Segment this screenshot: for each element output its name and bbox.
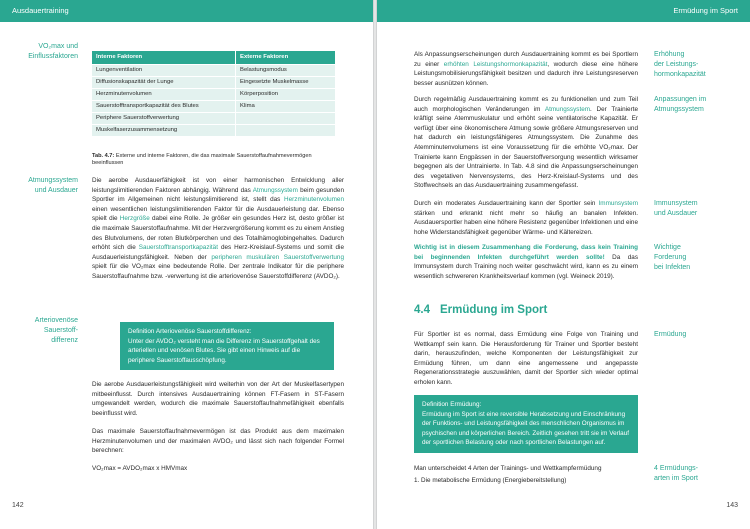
formula: VO₂max = AVDO₂max x HMVmax [92,465,188,472]
table-row [92,124,336,136]
table-row [92,76,336,88]
paragraph-muscle-fibers: Die aerobe Ausdauerleistungsfähigkeit wird weiterhin von der Art der Muskelfasertypen mitbeeinflusst. Durch intensives Ausdauertraining können FT-Fasern in ST-Fasern umgewandelt werden, wodurch die maximale Sauerstoffaufnahmefähigkeit ebenfalls beeinflusst wird. [92,381,344,417]
table-caption: Tab. 4.7: Externe und interne Faktoren, die das maximale Sauerstoffaufnahmevermögen beeinflussen [92,153,312,167]
table-row [92,112,336,124]
table-cell: Diffusionskapazität der Lunge [92,76,236,88]
highlight-term: erhöhten Leistungshormonkapazität [443,60,548,68]
page-left [0,0,373,529]
highlight-term: Sauerstofftransportkapazität [138,244,218,252]
definition-title: Definition Arteriovenöse Sauerstoffdifferenz: [128,328,252,335]
table-cell: Periphere Sauerstoffverwertung [92,112,236,124]
side-note-vo2max: VO₂max und Einflussfaktoren [28,43,78,60]
definition-body: Unter der AVDO₂ versteht man die Differenz im Sauerstoffgehalt des arteriellen und venösen Blutes. Sie gibt einen Hinweis auf die periphere Sauerstoffausschöpfung. [128,337,320,364]
table-row [92,100,336,112]
paragraph-infection: Wichtig ist in diesem Zusammenhang die Forderung, dass kein Training bei beginnenden Infekten durchgeführt werden sollte! Da das Immunsystem durch Training noch weiter geschwächt wird, kann es zu einem wesentlich schwereren Krankheitsverlauf kommen (vgl. Weineck 2019). [414,244,638,280]
list-item: 1. Die metabolische Ermüdung (Energiebereitstellung) [414,477,567,484]
paragraph-hormone: Als Anpassungserscheinungen durch Ausdauertraining kommt es bei Sportlern zu einer erhöhten Leistungshormonkapazität, wodurch diese eine höhere Leistungsmobilisierungsfähigkeit besitzen und dadurch ihre Leistungsreserven besser ausnützen können. [414,51,638,87]
highlight-term: Immunsystem [598,200,638,207]
factors-table [92,51,336,136]
running-header-right: Ermüdung im Sport [377,0,750,22]
table-cell: Muskelfaserzusammensetzung [92,124,236,136]
highlight-term: Atmungssystem [252,186,298,194]
side-note-avdo2: Arteriovenöse Sauerstoff- differenz [34,317,78,344]
section-title: Ermüdung im Sport [440,304,548,316]
highlight-term: Atmungssystem [544,105,591,113]
side-note-infekt: Wichtige Forderung bei Infekten [654,244,691,271]
table-cell: Eingesetzte Muskelmasse [236,76,336,88]
paragraph-vo2max-product: Das maximale Sauerstoffaufnahmevermögen ist das Produkt aus dem maximalen Herzminutenvolumen und der maximalen AVDO₂ und lässt sich nach folgender Formel berechnen: [92,428,344,455]
side-note-hormon: Erhöhung der Leistungs- hormonkapazität [654,51,706,78]
paragraph-fatigue-types: Man unterscheidet 4 Arten der Trainings- und Wettkampfermüdung [414,465,602,472]
side-note-immun: Immunsystem und Ausdauer [654,200,698,217]
table-cell [236,124,336,136]
emphasis-text: Wichtig ist in diesem Zusammenhang die Forderung, dass kein Training bei beginnenden Infekten durchgeführt werden sollte! [414,244,638,261]
definition-box-avdo2 [120,322,334,370]
side-note-ermudung: Ermüdung [654,331,687,338]
table-header-row [92,51,336,64]
side-note-anpassung: Anpassungen im Atmungssystem [654,96,707,113]
side-note-atmung: Atmungssystem und Ausdauer [28,177,78,194]
highlight-term: peripheren muskulären Sauerstoffverwertung [211,253,344,261]
table-header-internal: Interne Faktoren [92,51,236,64]
page-right [377,0,750,529]
definition-title: Definition Ermüdung: [422,401,482,408]
highlight-term: Herzminutenvolumen [284,196,344,204]
page-number-right: 143 [726,502,738,509]
paragraph-fatigue-intro: Für Sportler ist es normal, dass Ermüdung eine Folge von Training und Wettkampf sein kann. Die Herausforderung für Trainer und Sportler besteht darin, herauszufinden, welche Komponenten der Leistungsfähigkeit zur Ermüdung führen, um dann eine angemessene und angepasste Regenerationsstrategie auszuwählen, damit der Sportler sich wieder optimal erholen kann. [414,331,638,386]
running-header-left: Ausdauertraining [0,0,373,22]
table-header-external: Externe Faktoren [236,51,336,64]
table-row [92,88,336,100]
section-number: 4.4 [414,304,430,316]
highlight-term: Herzgröße [119,215,150,223]
section-heading [414,304,547,316]
table-cell: Klima [236,100,336,112]
side-note-arten: 4 Ermüdungs- arten im Sport [654,465,698,482]
page-number-left: 142 [12,502,24,509]
table-row [92,64,336,76]
table-cell [236,112,336,124]
table-cell: Herzminutenvolumen [92,88,236,100]
paragraph-aerobic: Die aerobe Ausdauerfähigkeit ist von einer harmonischen Entwicklung aller leistungslimitierenden Faktoren abhängig. Während das Atmungssystem beim gesunden Sportler im Allgemeinen nicht leistungslimitierend ist, stellt das Herzminutenvolumen einen wesentlichen leistungslimitierenden Faktor für die Ausdauerleistung dar. Ebenso spielt die Herzgröße dabei eine Rolle. Je größer ein gesundes Herz ist, desto größer ist die maximale Sauerstoffaufnahme. Mit der Herzvergrößerung kommt es zu einem Anstieg des Blutvolumens, der roten Blutkörperchen und des Totalhämoglobingehaltes. Dadurch erhöht sich die Sauerstofftransportkapazität des Herz-Kreislauf-Systems und somit die Ausdauerleistungsfähigkeit. Neben der peripheren muskulären Sauerstoffverwertung spielt für die VO₂max eine bedeutende Rolle. Der zentrale Indikator für die periphere Sauerstoffaufnahme bzw. -verwertung ist die arteriovenöse Sauerstoffdifferenz (AVDO₂). [92,177,344,280]
table-cell: Körperposition [236,88,336,100]
paragraph-immune: Durch ein moderates Ausdauertraining kann der Sportler sein Immunsystem stärken und erkrankt nicht mehr so häufig an banalen Infekten. Ausdauersportler haben eine höhere Resistenz gegenüber Infektionen und eine hohe Widerstandsfähigkeit gegenüber Wärme- und Kältereizen. [414,200,638,236]
table-cell: Lungenventilation [92,64,236,76]
table-cell: Sauerstofftransportkapazität des Blutes [92,100,236,112]
table-cell: Belastungsmodus [236,64,336,76]
definition-box-ermudung [414,395,638,453]
paragraph-respiratory: Durch regelmäßig Ausdauertraining kommt es zu funktionellen und zum Teil auch morphologischen Veränderungen im Atmungssystem. Der Trainierte kräftigt seine Atemmuskulatur und erhöht seine ventilatorische Kapazität. Er verfügt über eine ökonomischere Atmung sowie größere Atmungsreserven und hat dadurch ein leistungsfähigeres Atmungssystem. Die Zunahme des Atemminutenvolumens ist eine Voraussetzung für die erhöhte VO₂max. Der Trainierte kann Engpässen in der Sauerstoffversorgung wesentlich wirksamer begegnen als der Untrainierte. In Tab. 4.8 sind die Anpassungserscheinungen des vegetativen Nervensystems, des Herz-Kreislauf-Systems und des Stoffwechsels an das Ausdauertraining zusammengefasst. [414,96,638,190]
definition-body: Ermüdung im Sport ist eine reversible Herabsetzung und Einschränkung der Funktions- und Leistungsfähigkeit des menschlichen Organismus im psychischen und körperlichen Bereich. Zeitlich gesehen tritt sie im Verlauf der sportlichen Belastung oder nach sportlichen Belastungen auf. [422,410,629,447]
